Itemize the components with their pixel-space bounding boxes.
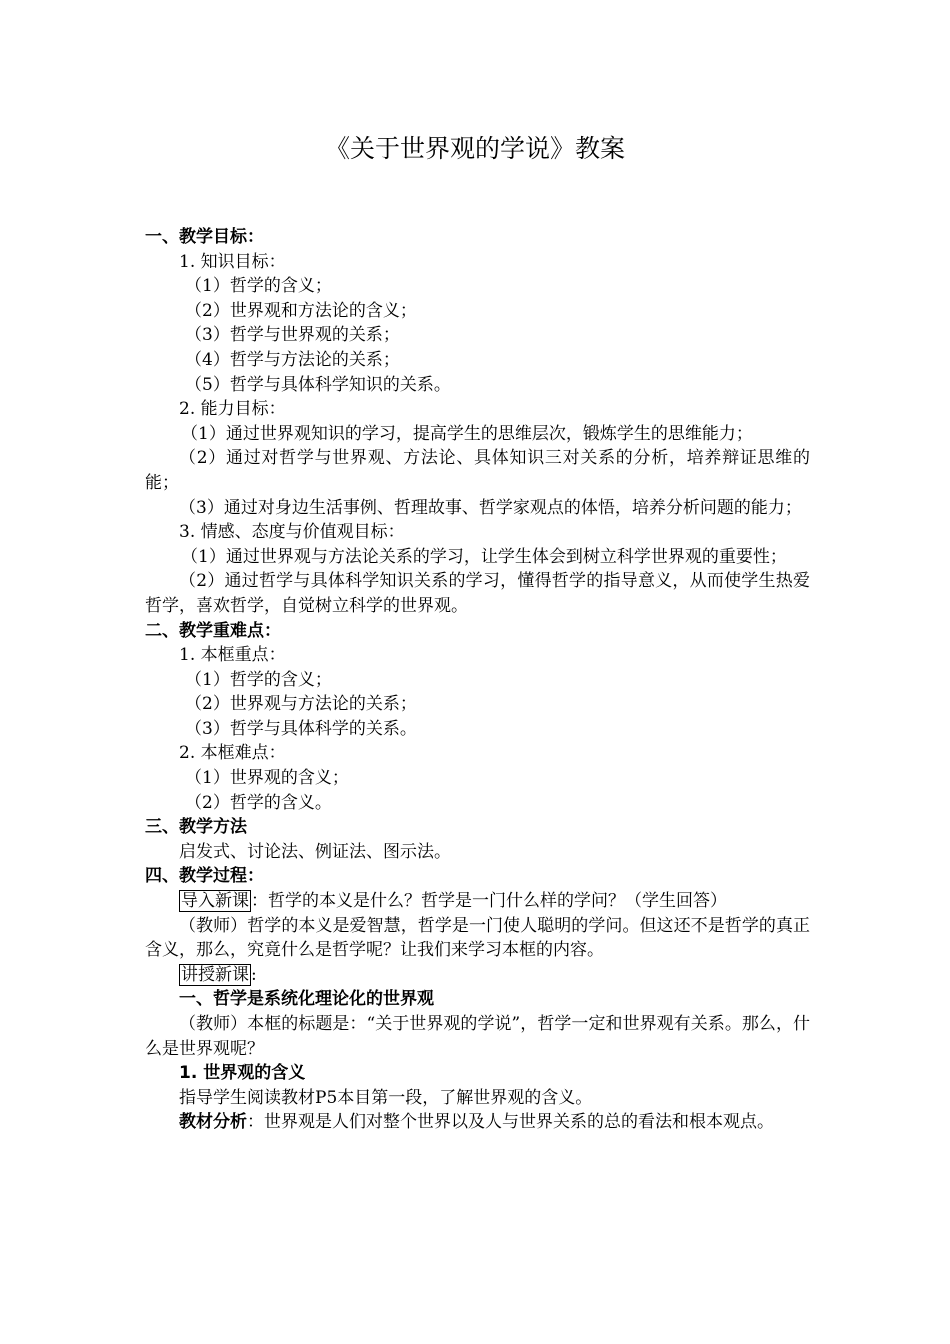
teach-paragraph: [145, 963, 810, 988]
section-heading-key-points: 二、教学重难点：: [145, 620, 281, 641]
methods-text: 启发式、讨论法、例证法、图示法。: [179, 841, 451, 862]
key-point-item: （2）世界观与方法论的关系；: [185, 694, 417, 715]
intro-label: 导入新课: [181, 891, 249, 912]
emotion-objectives-label: 3. 情感、态度与价值观目标：: [179, 522, 405, 543]
analysis-label: 教材分析: [179, 1112, 247, 1133]
difficult-points-label: 2. 本框难点：: [179, 743, 286, 764]
intro-teacher-text: （教师）哲学的本义是爱智慧，哲学是一门使人聪明的学问。但这还不是哲学的真正含义，那么，究竟什么是哲学呢？让我们来学习本框的内容。: [145, 915, 810, 961]
teach-label: 讲授新课: [181, 964, 249, 985]
part-one-heading: 一、哲学是系统化理论化的世界观: [179, 989, 434, 1010]
intro-paragraph: [145, 889, 810, 914]
knowledge-objectives-label: 1. 知识目标：: [179, 251, 286, 272]
emotion-item: （1）通过世界观与方法论关系的学习，让学生体会到树立科学世界观的重要性；: [181, 546, 787, 567]
ability-item: （1）通过世界观知识的学习，提高学生的思维层次，锻炼学生的思维能力；: [181, 423, 753, 444]
section-heading-methods: 三、教学方法: [145, 817, 247, 838]
section-heading-process: 四、教学过程：: [145, 866, 264, 887]
key-point-item: （3）哲学与具体科学的关系。: [185, 718, 417, 739]
section-heading-objectives: 一、教学目标：: [145, 227, 264, 247]
subsection-worldview-text: 指导学生阅读教材P5本目第一段，了解世界观的含义。: [179, 1087, 593, 1108]
ability-item: （2）通过对哲学与世界观、方法论、具体知识三对关系的分析，培养辩证思维的能；: [145, 448, 810, 493]
document-body: [145, 225, 810, 1135]
ability-item: （3）通过对身边生活事例、哲理故事、哲学家观点的体悟，培养分析问题的能力；: [179, 497, 802, 518]
difficult-point-item: （1）世界观的含义；: [185, 768, 349, 789]
document-title: 《关于世界观的学说》教案: [324, 134, 625, 163]
emotion-item: （2）通过哲学与具体科学知识关系的学习，懂得哲学的指导意义，从而使学生热爱哲学，喜欢哲学，自觉树立科学的世界观。: [145, 571, 810, 616]
intro-text: ：哲学的本义是什么？哲学是一门什么样的学问？（学生回答）: [251, 891, 727, 912]
analysis-text: ：世界观是人们对整个世界以及人与世界关系的总的看法和根本观点。: [247, 1112, 774, 1133]
key-point-item: （1）哲学的含义；: [185, 669, 332, 690]
teach-colon: :: [251, 964, 257, 985]
key-points-label: 1. 本框重点：: [179, 645, 286, 666]
ability-objectives-label: 2. 能力目标：: [179, 399, 286, 420]
analysis-paragraph: [145, 1110, 810, 1135]
difficult-point-item: （2）哲学的含义。: [185, 792, 332, 813]
knowledge-item: （4）哲学与方法论的关系；: [185, 349, 400, 370]
knowledge-item: （2）世界观和方法论的含义；: [185, 300, 417, 321]
knowledge-item: （3）哲学与世界观的关系；: [185, 325, 400, 346]
part-one-text: （教师）本框的标题是：“关于世界观的学说”，哲学一定和世界观有关系。那么，什么是世界观呢？: [145, 1014, 810, 1059]
knowledge-item: （1）哲学的含义；: [185, 276, 332, 297]
subsection-heading-worldview: 1. 世界观的含义: [179, 1063, 306, 1084]
knowledge-item: （5）哲学与具体科学知识的关系。: [185, 374, 451, 395]
